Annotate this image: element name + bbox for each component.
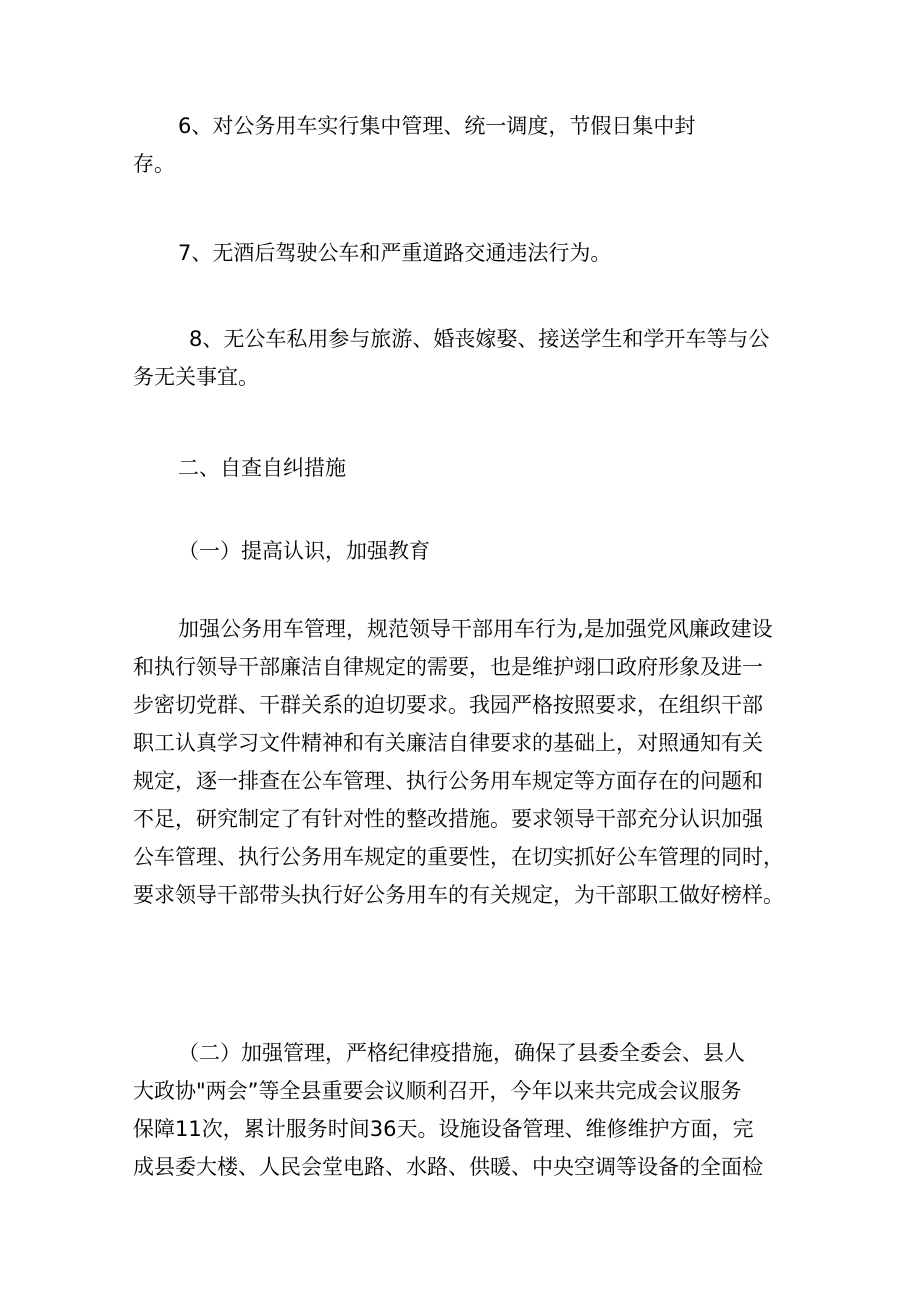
text-line: 公车管理、执行公务用车规定的重要性，在切实抓好公车管理的同时，: [133, 845, 784, 869]
text-line: 规定，逐一排查在公车管理、执行公务用车规定等方面存在的问题和: [133, 769, 763, 793]
text-line: 存。: [133, 152, 175, 176]
section-heading: [133, 449, 793, 487]
text-line: 要求领导干部带头执行好公务用车的有关规定，为干部职工做好榜样。: [133, 883, 784, 907]
list-item-6: [133, 107, 793, 183]
text-line: （一）提高认识，加强教育: [178, 539, 430, 563]
text-line: 8、无公车私用参与旅游、婚丧嫁娶、接送学生和学开车等与公: [189, 327, 770, 351]
text-line: 职工认真学习文件精神和有关廉洁自律要求的基础上，对照通知有关: [133, 731, 763, 755]
list-item-8: [133, 320, 793, 396]
text-line: （二）加强管理，严格纪律疫措施，确保了县委全委会、县人: [178, 1041, 745, 1065]
text-line: 和执行领导干部廉洁自律规定的需要，也是维护翊口政府形象及进一: [133, 655, 763, 679]
text-line: 不足，研究制定了有针对性的整改措施。要求领导干部充分认识加强: [133, 807, 763, 831]
text-line: 步密切党群、干群关系的迫切要求。我园严格按照要求，在组织干部: [133, 693, 763, 717]
body-paragraph-2: [133, 1034, 793, 1186]
text-line: 大政协"两会”等全县重要会议顺利召开，今年以来共完成会议服务: [133, 1079, 742, 1103]
text-line: 务无关事宜。: [133, 365, 259, 389]
text-line: 二、自查自纠措施: [178, 456, 346, 480]
text-line: 保障11次，累计服务时间36天。设施设备管理、维修维护方面，完: [133, 1117, 754, 1141]
text-line: 7、无酒后驾驶公车和严重道路交通违法行为。: [178, 241, 612, 265]
body-paragraph-1: [133, 610, 793, 914]
list-item-7: [133, 234, 793, 272]
text-line: 成县委大楼、人民会堂电路、水路、供暖、中央空调等设备的全面检: [133, 1155, 763, 1179]
subsection-heading: [133, 532, 793, 570]
text-line: 6、对公务用车实行集中管理、统一调度，节假日集中封: [178, 114, 696, 138]
text-line: 加强公务用车管理，规范领导干部用车行为,是加强党风廉政建设: [178, 617, 773, 641]
